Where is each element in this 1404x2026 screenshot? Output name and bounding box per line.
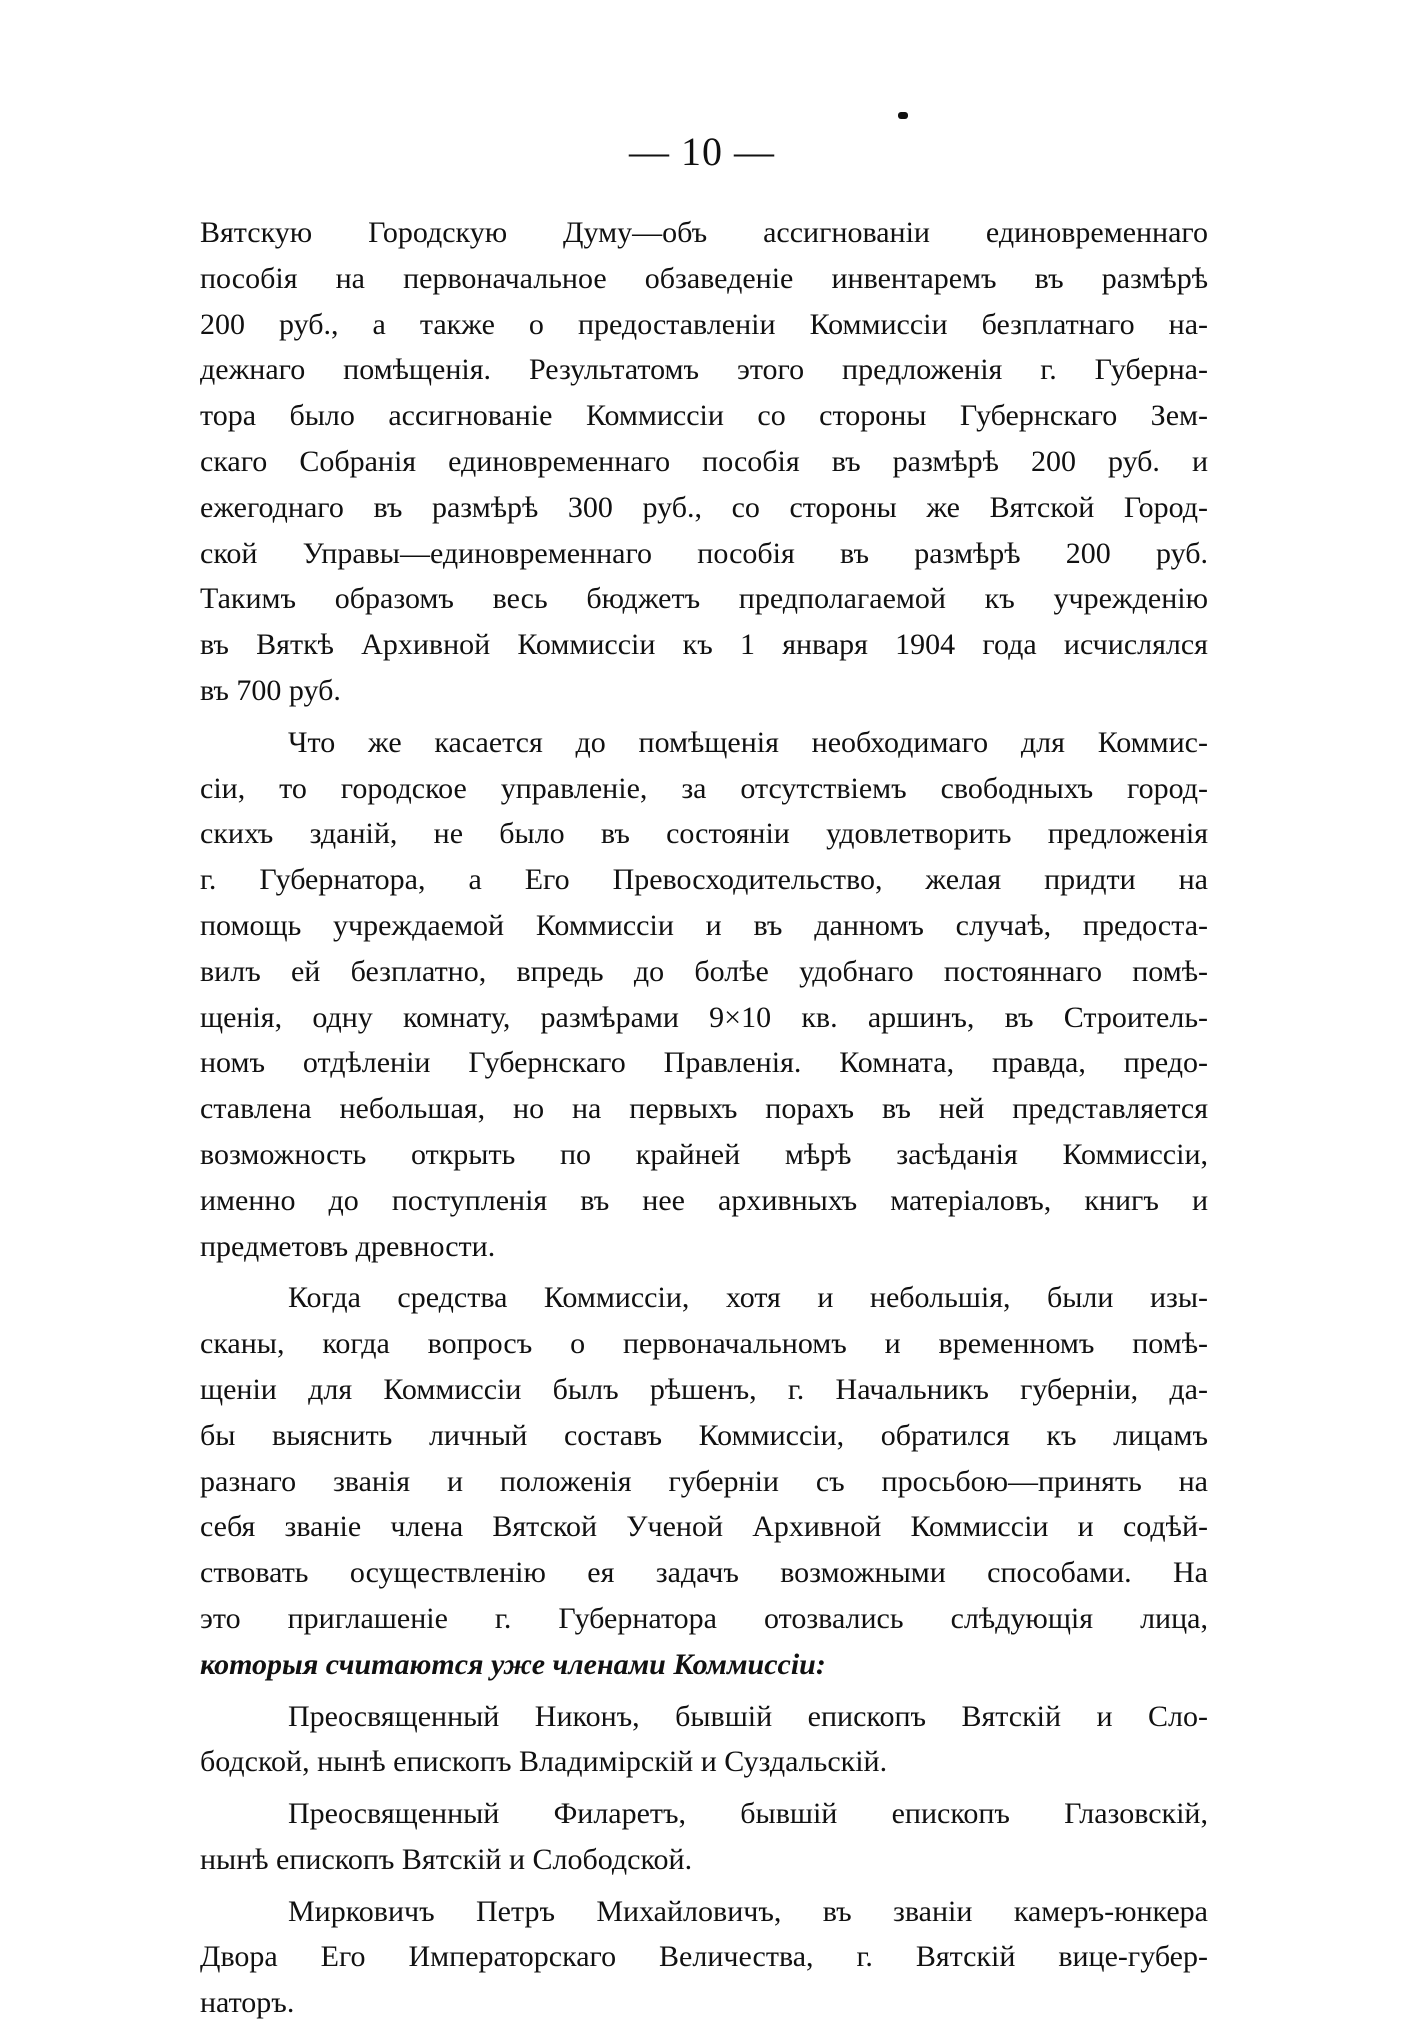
- text-line: это приглашеніе г. Губернатора отозвались слѣдующія лица,: [200, 1601, 1208, 1635]
- text-line: ставлена небольшая, но на первыхъ порахъ въ ней представляется: [200, 1092, 1208, 1126]
- body-text: [200, 210, 1208, 2026]
- text-line: бодской, нынѣ епископъ Владимірскій и Суздальскій.: [200, 1745, 888, 1779]
- text-line: ежегоднаго въ размѣрѣ 300 руб., со стороны же Вятской Город-: [200, 490, 1208, 524]
- text-line: Мирковичъ Петръ Михайловичъ, въ званіи камеръ-юнкера: [288, 1894, 1208, 1928]
- text-line: именно до поступленія въ нее архивныхъ матеріаловъ, книгъ и: [200, 1183, 1208, 1217]
- text-line: номъ отдѣленіи Губернскаго Правленія. Комната, правда, предо-: [200, 1046, 1208, 1080]
- text-line: пособія на первоначальное обзаведеніе инвентаремъ въ размѣрѣ: [200, 261, 1208, 295]
- page-number: — 10 —: [629, 129, 775, 174]
- text-line: 200 руб., а также о предоставленіи Коммиссіи безплатнаго на-: [200, 307, 1208, 341]
- text-line: ской Управы—единовременнаго пособія въ размѣрѣ 200 руб.: [200, 536, 1208, 570]
- text-line: нынѣ епископъ Вятскій и Слободской.: [200, 1842, 693, 1876]
- text-line: Преосвященный Никонъ, бывшій епископъ Вятскій и Сло-: [288, 1699, 1208, 1733]
- italic-text-line: которыя считаются уже членами Коммиссіи:: [200, 1647, 826, 1681]
- text-line: сіи, то городское управленіе, за отсутствіемъ свободныхъ город-: [200, 771, 1208, 805]
- text-line: предметовъ древности.: [200, 1229, 496, 1263]
- paragraph: [200, 1275, 1208, 1687]
- print-speck: [898, 112, 908, 119]
- text-line: себя званіе члена Вятской Ученой Архивной Коммиссіи и содѣй-: [200, 1510, 1208, 1544]
- text-line: ствовать осуществленію ея задачъ возможными способами. На: [200, 1556, 1208, 1590]
- text-line: дежнаго помѣщенія. Результатомъ этого предложенія г. Губерна-: [200, 353, 1208, 387]
- text-line: помощь учреждаемой Коммиссіи и въ данномъ случаѣ, предоста-: [200, 908, 1208, 942]
- text-line: бы выяснить личный составъ Коммиссіи, обратился къ лицамъ: [200, 1418, 1208, 1452]
- text-line: сканы, когда вопросъ о первоначальномъ и временномъ помѣ-: [200, 1327, 1208, 1361]
- text-line: вилъ ей безплатно, впредь до болѣе удобнаго постояннаго помѣ-: [200, 954, 1208, 988]
- paragraph: [200, 1889, 1208, 2026]
- text-line: г. Губернатора, а Его Превосходительство, желая придти на: [200, 863, 1208, 897]
- text-line: тора было ассигнованіе Коммиссіи со стороны Губернскаго Зем-: [200, 399, 1208, 433]
- text-line: въ Вяткѣ Архивной Коммиссіи къ 1 января 1904 года исчислялся: [200, 628, 1208, 662]
- text-line: Что же касается до помѣщенія необходимаго для Коммис-: [288, 725, 1208, 759]
- text-line: возможность открыть по крайней мѣрѣ засѣданія Коммиссіи,: [200, 1137, 1208, 1171]
- paragraph: [200, 1791, 1208, 1883]
- text-line: Вятскую Городскую Думу—объ ассигнованіи единовременнаго: [200, 216, 1208, 249]
- text-line: Такимъ образомъ весь бюджетъ предполагаемой къ учрежденію: [200, 582, 1208, 616]
- text-line: щеніи для Коммиссіи былъ рѣшенъ, г. Начальникъ губерніи, да-: [200, 1372, 1208, 1406]
- text-line: разнаго званія и положенія губерніи съ просьбою—принять на: [200, 1464, 1208, 1498]
- paragraph: [200, 1694, 1208, 1786]
- text-line: Когда средства Коммиссіи, хотя и небольшія, были изы-: [288, 1281, 1208, 1315]
- paragraph: [200, 210, 1208, 714]
- text-line: скихъ зданій, не было въ состояніи удовлетворить предложенія: [200, 817, 1208, 851]
- text-line: щенія, одну комнату, размѣрами 9×10 кв. аршинъ, въ Строитель-: [200, 1000, 1208, 1034]
- text-line: Преосвященный Филаретъ, бывшій епископъ Глазовскій,: [288, 1797, 1208, 1831]
- text-line: въ 700 руб.: [200, 673, 341, 707]
- text-line: скаго Собранія единовременнаго пособія въ размѣрѣ 200 руб. и: [200, 444, 1208, 478]
- text-line: Двора Его Императорскаго Величества, г. Вятскій вице-губер-: [200, 1940, 1208, 1974]
- paragraph: [200, 720, 1208, 1270]
- text-line: наторъ.: [200, 1986, 295, 2020]
